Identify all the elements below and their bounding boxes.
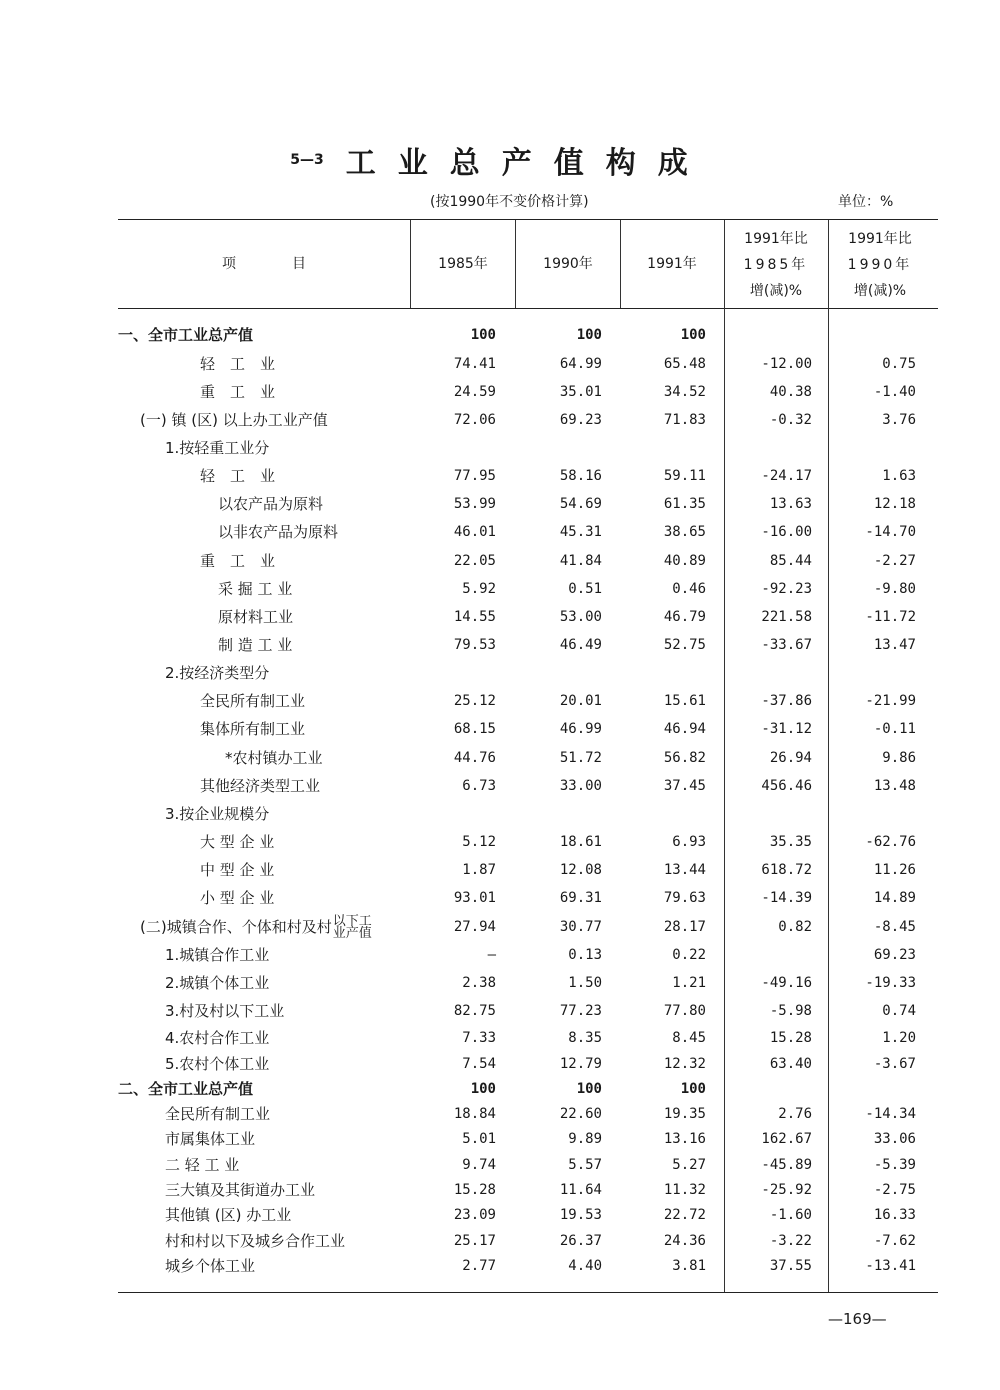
col-divider xyxy=(620,220,621,308)
cell-value: 64.99 xyxy=(559,356,602,372)
cell-value: -7.62 xyxy=(873,1233,916,1249)
cell-value: 5.12 xyxy=(462,834,496,850)
unit-label: 单位：% xyxy=(838,194,894,210)
cell-value: 2.77 xyxy=(462,1258,496,1274)
cell-value: 85.44 xyxy=(769,553,812,569)
row-label-text: 3.按企业规模分 xyxy=(165,805,270,823)
cell-value: 38.65 xyxy=(663,524,706,540)
row-label xyxy=(225,745,323,771)
row-label xyxy=(165,1202,291,1228)
cell-value: -2.75 xyxy=(873,1182,916,1198)
table-row xyxy=(0,463,1000,489)
row-label-text: 重 工 业 xyxy=(200,552,276,570)
header-year: 1990年 xyxy=(543,256,593,272)
cell-value: 8.35 xyxy=(568,1030,602,1046)
cell-value: 100 xyxy=(680,1081,706,1097)
cell-value: 100 xyxy=(680,327,706,343)
cell-value: 53.99 xyxy=(453,496,496,512)
cell-value: 5.57 xyxy=(568,1157,602,1173)
row-label-text: 4.农村合作工业 xyxy=(165,1029,270,1047)
cell-value: 72.06 xyxy=(453,412,496,428)
cell-value: 15.28 xyxy=(769,1030,812,1046)
row-label-text: 2.按经济类型分 xyxy=(165,664,270,682)
table-row xyxy=(0,773,1000,799)
table-row xyxy=(0,1101,1000,1127)
row-label-text: 采 掘 工 业 xyxy=(218,580,293,598)
cell-value: 23.09 xyxy=(453,1207,496,1223)
cell-value: 2.38 xyxy=(462,975,496,991)
cell-value: 37.45 xyxy=(663,778,706,794)
row-label xyxy=(165,1126,255,1152)
cell-value: 69.23 xyxy=(873,947,916,963)
cell-value: 100 xyxy=(470,1081,496,1097)
cell-value: 456.46 xyxy=(761,778,812,794)
cell-value: 5.01 xyxy=(462,1131,496,1147)
row-label xyxy=(200,716,305,742)
row-label xyxy=(165,1051,269,1077)
cell-value: 0.22 xyxy=(672,947,706,963)
subtitle: (按1990年不变价格计算) xyxy=(430,194,589,210)
row-label-text: 2.城镇个体工业 xyxy=(165,974,270,992)
header-year: 1991年 xyxy=(647,256,697,272)
row-label xyxy=(165,1228,345,1254)
cell-value: 13.47 xyxy=(873,637,916,653)
cell-value: 69.31 xyxy=(559,890,602,906)
cell-value: 26.37 xyxy=(559,1233,602,1249)
header-line: 1991年比 xyxy=(848,231,912,247)
cell-value: 0.74 xyxy=(882,1003,916,1019)
row-label-text: 市属集体工业 xyxy=(165,1130,256,1148)
cell-value: 63.40 xyxy=(769,1056,812,1072)
cell-value: -5.98 xyxy=(769,1003,812,1019)
cell-value: 16.33 xyxy=(873,1207,916,1223)
cell-value: 30.77 xyxy=(559,919,602,935)
row-label xyxy=(165,435,269,461)
cell-value: 13.48 xyxy=(873,778,916,794)
cell-value: 618.72 xyxy=(761,862,812,878)
cell-value: 1.87 xyxy=(462,862,496,878)
table-row xyxy=(0,1202,1000,1228)
row-label xyxy=(165,1101,270,1127)
table-row xyxy=(0,885,1000,911)
cell-value: 28.17 xyxy=(663,919,706,935)
cell-value: -14.70 xyxy=(865,524,916,540)
cell-value: 18.61 xyxy=(559,834,602,850)
cell-value: 11.26 xyxy=(873,862,916,878)
cell-value: -49.16 xyxy=(761,975,812,991)
cell-value: 5.27 xyxy=(672,1157,706,1173)
cell-value: 6.73 xyxy=(462,778,496,794)
table-row xyxy=(0,1253,1000,1279)
cell-value: -13.41 xyxy=(865,1258,916,1274)
row-label xyxy=(218,632,292,658)
row-label-text: 3.村及村以下工业 xyxy=(165,1002,285,1020)
cell-value: 59.11 xyxy=(663,468,706,484)
row-label xyxy=(140,407,328,433)
cell-value: 58.16 xyxy=(559,468,602,484)
row-label xyxy=(165,1152,239,1178)
cell-value: 11.32 xyxy=(663,1182,706,1198)
cell-value: 100 xyxy=(470,327,496,343)
cell-value: -8.45 xyxy=(873,919,916,935)
cell-value: -5.39 xyxy=(873,1157,916,1173)
cell-value: 46.01 xyxy=(453,524,496,540)
cell-value: 40.38 xyxy=(769,384,812,400)
row-label-stacked xyxy=(332,913,372,941)
cell-value: -16.00 xyxy=(761,524,812,540)
cell-value: 68.15 xyxy=(453,721,496,737)
row-label xyxy=(200,857,274,883)
cell-value: -31.12 xyxy=(761,721,812,737)
row-label xyxy=(118,322,253,348)
row-label-text: 村和村以下及城乡合作工业 xyxy=(165,1232,346,1250)
cell-value: 19.53 xyxy=(559,1207,602,1223)
cell-value: 1.20 xyxy=(882,1030,916,1046)
bottom-rule xyxy=(118,1292,938,1293)
table-row xyxy=(0,519,1000,545)
col-divider xyxy=(410,220,411,308)
row-label-text: (一) 镇 (区) 以上办工业产值 xyxy=(140,411,328,429)
cell-value: 0.13 xyxy=(568,947,602,963)
table-row xyxy=(0,970,1000,996)
row-label xyxy=(165,801,269,827)
cell-value: 6.93 xyxy=(672,834,706,850)
row-label-text: 制 造 工 业 xyxy=(218,636,293,654)
header-line: 1990年 xyxy=(847,257,913,273)
cell-value: 14.89 xyxy=(873,890,916,906)
cell-value: 8.45 xyxy=(672,1030,706,1046)
row-label-text: 原材料工业 xyxy=(218,608,294,626)
row-label xyxy=(165,1177,315,1203)
cell-value: 18.84 xyxy=(453,1106,496,1122)
cell-value: 9.89 xyxy=(568,1131,602,1147)
cell-value: -19.33 xyxy=(865,975,916,991)
table-row xyxy=(0,1025,1000,1051)
table-row xyxy=(0,1051,1000,1077)
cell-value: 46.49 xyxy=(559,637,602,653)
cell-value: -21.99 xyxy=(865,693,916,709)
cell-value: 13.16 xyxy=(663,1131,706,1147)
header-line: 1991年比 xyxy=(744,231,808,247)
header-line: 1985年 xyxy=(743,257,809,273)
cell-value: 12.32 xyxy=(663,1056,706,1072)
cell-value: 9.74 xyxy=(462,1157,496,1173)
cell-value: 93.01 xyxy=(453,890,496,906)
cell-value: 35.35 xyxy=(769,834,812,850)
col-divider xyxy=(515,220,516,308)
cell-value: 35.01 xyxy=(559,384,602,400)
row-label xyxy=(218,519,338,545)
cell-value: 4.40 xyxy=(568,1258,602,1274)
row-label-text: 二、全市工业总产值 xyxy=(118,1080,254,1098)
cell-value: -24.17 xyxy=(761,468,812,484)
cell-value: 33.06 xyxy=(873,1131,916,1147)
cell-value: 22.05 xyxy=(453,553,496,569)
cell-value: 1.63 xyxy=(882,468,916,484)
top-rule xyxy=(118,219,938,220)
table-row xyxy=(0,1228,1000,1254)
row-label-text: *农村镇办工业 xyxy=(225,749,323,767)
cell-value: 77.95 xyxy=(453,468,496,484)
cell-value: -1.60 xyxy=(769,1207,812,1223)
cell-value: 26.94 xyxy=(769,750,812,766)
cell-value: 54.69 xyxy=(559,496,602,512)
cell-value: 34.52 xyxy=(663,384,706,400)
table-row xyxy=(0,351,1000,377)
row-label-text: 其他经济类型工业 xyxy=(200,777,321,795)
cell-value: 41.84 xyxy=(559,553,602,569)
row-label xyxy=(200,773,320,799)
row-label-text: 以农产品为原料 xyxy=(218,495,324,513)
row-label xyxy=(118,1076,253,1102)
row-label xyxy=(165,998,284,1024)
table-row xyxy=(0,745,1000,771)
table-row xyxy=(0,998,1000,1024)
cell-value: 13.44 xyxy=(663,862,706,878)
cell-value: -0.11 xyxy=(873,721,916,737)
row-label-text: 全民所有制工业 xyxy=(200,692,306,710)
row-label-text: 三大镇及其街道办工业 xyxy=(165,1181,316,1199)
table-row xyxy=(0,491,1000,517)
cell-value: 12.18 xyxy=(873,496,916,512)
row-label-text: 全民所有制工业 xyxy=(165,1105,271,1123)
table-row xyxy=(0,435,1000,461)
cell-value: 162.67 xyxy=(761,1131,812,1147)
row-label xyxy=(200,463,275,489)
cell-value: 33.00 xyxy=(559,778,602,794)
row-label-text: 中 型 企 业 xyxy=(200,861,275,879)
table-row xyxy=(0,379,1000,405)
table-row xyxy=(0,914,1000,940)
cell-value: 46.79 xyxy=(663,609,706,625)
row-label xyxy=(200,548,275,574)
table-row xyxy=(0,829,1000,855)
row-label-stacked-line: 以下工 xyxy=(332,913,372,929)
table-row xyxy=(0,604,1000,630)
cell-value: 44.76 xyxy=(453,750,496,766)
table-row xyxy=(0,632,1000,658)
cell-value: 2.76 xyxy=(778,1106,812,1122)
row-label-text: 城乡个体工业 xyxy=(165,1257,256,1275)
cell-value: 7.54 xyxy=(462,1056,496,1072)
cell-value: 1.50 xyxy=(568,975,602,991)
cell-value: 22.60 xyxy=(559,1106,602,1122)
cell-value: 9.86 xyxy=(882,750,916,766)
cell-value: 5.92 xyxy=(462,581,496,597)
row-label xyxy=(165,1025,269,1051)
cell-value: 13.63 xyxy=(769,496,812,512)
row-label xyxy=(200,379,275,405)
cell-value: 45.31 xyxy=(559,524,602,540)
table-row xyxy=(0,857,1000,883)
row-label-text: 大 型 企 业 xyxy=(200,833,275,851)
cell-value: 1.21 xyxy=(672,975,706,991)
row-label xyxy=(165,1253,255,1279)
cell-value: 25.17 xyxy=(453,1233,496,1249)
cell-value: 22.72 xyxy=(663,1207,706,1223)
cell-value: -62.76 xyxy=(865,834,916,850)
cell-value: — xyxy=(487,947,496,963)
header-rule xyxy=(118,308,938,309)
header-change-1990 xyxy=(830,226,930,304)
cell-value: 25.12 xyxy=(453,693,496,709)
cell-value: 27.94 xyxy=(453,919,496,935)
row-label xyxy=(218,491,323,517)
header-year: 1985年 xyxy=(438,256,488,272)
row-label-text: 其他镇 (区) 办工业 xyxy=(165,1206,292,1224)
row-label xyxy=(218,604,293,630)
cell-value: 56.82 xyxy=(663,750,706,766)
cell-value: 79.63 xyxy=(663,890,706,906)
row-label-text: 集体所有制工业 xyxy=(200,720,306,738)
row-label xyxy=(140,914,372,940)
cell-value: -3.67 xyxy=(873,1056,916,1072)
cell-value: 11.64 xyxy=(559,1182,602,1198)
row-label-text: (二)城镇合作、个体和村及村 xyxy=(140,918,332,936)
cell-value: 0.51 xyxy=(568,581,602,597)
row-label-text: 二 轻 工 业 xyxy=(165,1156,240,1174)
table-row xyxy=(0,942,1000,968)
table-row xyxy=(0,548,1000,574)
row-label-text: 5.农村个体工业 xyxy=(165,1055,270,1073)
table-title: 工业总产值构成 xyxy=(345,146,710,181)
cell-value: 0.75 xyxy=(882,356,916,372)
cell-value: -11.72 xyxy=(865,609,916,625)
cell-value: 69.23 xyxy=(559,412,602,428)
cell-value: 0.46 xyxy=(672,581,706,597)
table-row xyxy=(0,1152,1000,1178)
cell-value: 79.53 xyxy=(453,637,496,653)
cell-value: 37.55 xyxy=(769,1258,812,1274)
cell-value: 3.81 xyxy=(672,1258,706,1274)
cell-value: 51.72 xyxy=(559,750,602,766)
row-label-text: 轻 工 业 xyxy=(200,467,276,485)
cell-value: 52.75 xyxy=(663,637,706,653)
row-label xyxy=(200,885,274,911)
cell-value: 46.94 xyxy=(663,721,706,737)
cell-value: 100 xyxy=(576,1081,602,1097)
cell-value: 221.58 xyxy=(761,609,812,625)
cell-value: 24.59 xyxy=(453,384,496,400)
cell-value: 19.35 xyxy=(663,1106,706,1122)
cell-value: 71.83 xyxy=(663,412,706,428)
cell-value: 77.23 xyxy=(559,1003,602,1019)
row-label-stacked-line: 业产值 xyxy=(332,925,372,941)
cell-value: -12.00 xyxy=(761,356,812,372)
cell-value: 77.80 xyxy=(663,1003,706,1019)
row-label xyxy=(165,660,269,686)
table-row xyxy=(0,716,1000,742)
cell-value: 15.28 xyxy=(453,1182,496,1198)
row-label xyxy=(218,576,292,602)
cell-value: 100 xyxy=(576,327,602,343)
row-label xyxy=(200,688,305,714)
row-label xyxy=(165,970,269,996)
row-label xyxy=(200,829,274,855)
table-row xyxy=(0,576,1000,602)
cell-value: -33.67 xyxy=(761,637,812,653)
cell-value: 82.75 xyxy=(453,1003,496,1019)
table-row xyxy=(0,660,1000,686)
cell-value: -0.32 xyxy=(769,412,812,428)
row-label-text: 轻 工 业 xyxy=(200,355,276,373)
row-label-text: 以非农产品为原料 xyxy=(218,523,339,541)
row-label-text: 1.城镇合作工业 xyxy=(165,946,270,964)
cell-value: -14.39 xyxy=(761,890,812,906)
row-label xyxy=(200,351,275,377)
header-change-1985 xyxy=(726,226,826,304)
table-row xyxy=(0,407,1000,433)
cell-value: -25.92 xyxy=(761,1182,812,1198)
cell-value: 40.89 xyxy=(663,553,706,569)
header-item: 项 目 xyxy=(222,256,306,272)
row-label-text: 小 型 企 业 xyxy=(200,889,275,907)
cell-value: 15.61 xyxy=(663,693,706,709)
row-label-text: 1.按轻重工业分 xyxy=(165,439,270,457)
cell-value: -37.86 xyxy=(761,693,812,709)
cell-value: 53.00 xyxy=(559,609,602,625)
cell-value: 46.99 xyxy=(559,721,602,737)
table-row xyxy=(0,1076,1000,1102)
cell-value: -45.89 xyxy=(761,1157,812,1173)
cell-value: 24.36 xyxy=(663,1233,706,1249)
cell-value: 61.35 xyxy=(663,496,706,512)
cell-value: -3.22 xyxy=(769,1233,812,1249)
cell-value: 74.41 xyxy=(453,356,496,372)
cell-value: 65.48 xyxy=(663,356,706,372)
header-line: 增(减)% xyxy=(749,283,803,299)
cell-value: 12.79 xyxy=(559,1056,602,1072)
table-row xyxy=(0,322,1000,348)
cell-value: -1.40 xyxy=(873,384,916,400)
table-number: 5—3 xyxy=(290,152,324,168)
cell-value: 3.76 xyxy=(882,412,916,428)
cell-value: -9.80 xyxy=(873,581,916,597)
table-row xyxy=(0,1126,1000,1152)
row-label-text: 重 工 业 xyxy=(200,383,276,401)
row-label-text: 一、全市工业总产值 xyxy=(118,326,254,344)
header-line: 增(减)% xyxy=(853,283,907,299)
page-number: —169— xyxy=(828,1310,887,1328)
cell-value: 12.08 xyxy=(559,862,602,878)
cell-value: 0.82 xyxy=(778,919,812,935)
cell-value: 20.01 xyxy=(559,693,602,709)
cell-value: -14.34 xyxy=(865,1106,916,1122)
table-row xyxy=(0,801,1000,827)
row-label xyxy=(165,942,269,968)
cell-value: -2.27 xyxy=(873,553,916,569)
cell-value: 7.33 xyxy=(462,1030,496,1046)
page-title xyxy=(0,138,1000,182)
cell-value: 14.55 xyxy=(453,609,496,625)
cell-value: -92.23 xyxy=(761,581,812,597)
table-row xyxy=(0,688,1000,714)
table-row xyxy=(0,1177,1000,1203)
